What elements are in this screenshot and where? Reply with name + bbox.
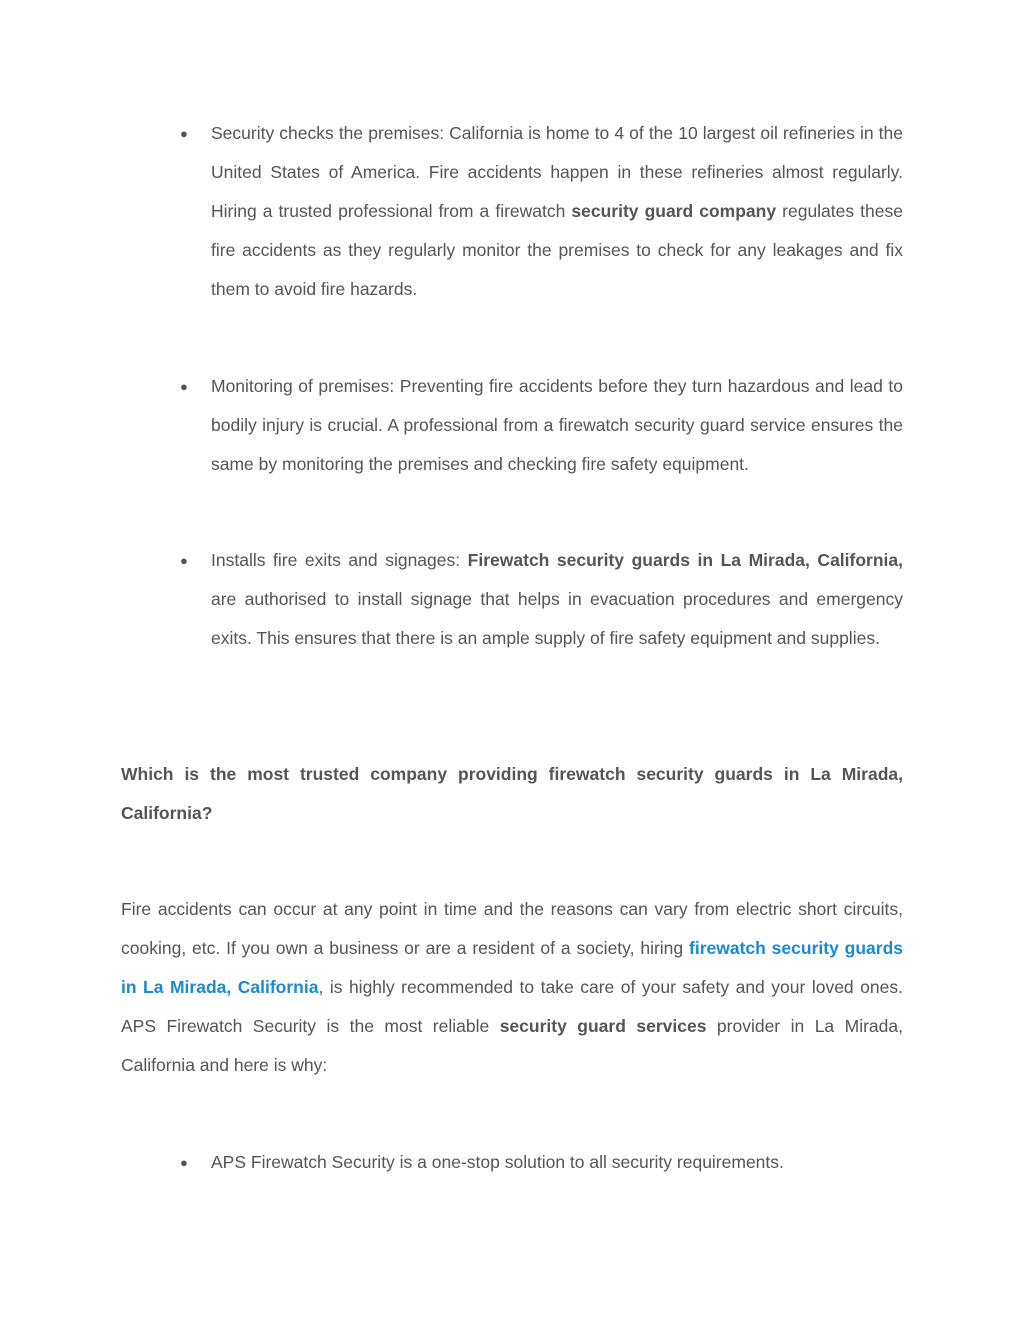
list-item-bold: Firewatch security guards in La Mirada, California, bbox=[467, 550, 903, 570]
bullet-icon: ● bbox=[180, 553, 188, 568]
bullet-icon: ● bbox=[180, 1155, 188, 1170]
paragraph-bold: security guard services bbox=[499, 1016, 707, 1036]
list-item-lead: Installs fire exits and signages: bbox=[211, 550, 468, 570]
bullet-icon: ● bbox=[180, 379, 188, 394]
list-item bbox=[180, 1143, 903, 1182]
section-heading: Which is the most trusted company providing firewatch security guards in La Mirada, California? bbox=[121, 764, 903, 823]
list-item-text bbox=[211, 541, 903, 658]
list-item-text bbox=[211, 114, 903, 309]
list-item-text bbox=[211, 1143, 903, 1182]
list-item-lead: Security checks the premises: California is home to 4 of the 10 largest oil refineries in the United States of America. Fire accidents happen in these refineries almost regularly. Hiring a trusted professional from a firewatch bbox=[211, 123, 903, 221]
list-item-tail: regulates these fire accidents as they regularly monitor the premises to check for any leakages and fix them to avoid fire hazards. bbox=[211, 201, 903, 299]
list-item bbox=[180, 114, 903, 309]
paragraph-text: provider in La Mirada, California and here is why: bbox=[121, 1016, 903, 1075]
body-paragraph-block bbox=[121, 890, 903, 1085]
section-heading-block bbox=[121, 755, 903, 833]
list-item-tail: are authorised to install signage that helps in evacuation procedures and emergency exits. This ensures that there is an ample supply of fire safety equipment and supplies. bbox=[211, 589, 903, 648]
paragraph-text: , is highly recommended to take care of your safety and your loved ones. APS Firewatch Security is the most reliable bbox=[121, 977, 903, 1036]
list-item-lead: APS Firewatch Security is a one-stop solution to all security requirements. bbox=[211, 1152, 784, 1172]
list-item-text bbox=[211, 367, 903, 484]
list-item bbox=[180, 367, 903, 484]
paragraph-text: Fire accidents can occur at any point in time and the reasons can vary from electric short circuits, cooking, etc. If you own a business or are a resident of a society, hiring bbox=[121, 899, 903, 958]
bullet-icon: ● bbox=[180, 126, 188, 141]
firewatch-guards-link[interactable]: firewatch security guards in La Mirada, California bbox=[121, 938, 903, 997]
list-item-bold: security guard company bbox=[571, 201, 777, 221]
list-item bbox=[180, 541, 903, 658]
list-item-lead: Monitoring of premises: Preventing fire accidents before they turn hazardous and lead to bodily injury is crucial. A professional from a firewatch security guard service ensures the same by monitoring the premises and checking fire safety equipment. bbox=[211, 376, 903, 474]
body-paragraph bbox=[121, 890, 903, 1085]
